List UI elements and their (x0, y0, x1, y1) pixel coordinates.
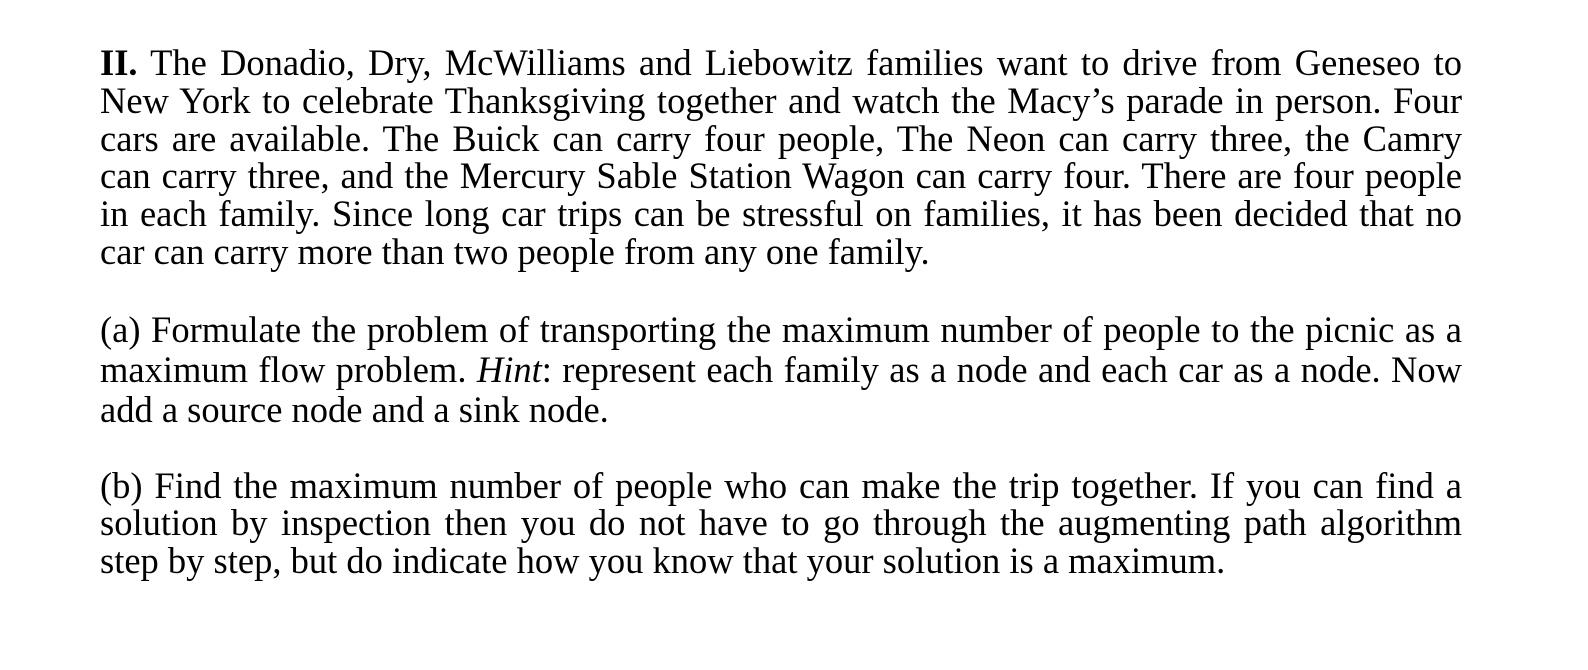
part-b-text: (b) Find the maximum number of people who can make the trip together. If you can find a solution by inspection then you do not have to go through the augmenting path algorithm step by step, but do indicate how you know that your solution is a maximum. (100, 464, 1462, 581)
problem-text: The Donadio, Dry, McWilliams and Liebowitz families want to drive from Geneseo to New York to celebrate Thanksgiving together and watch the Macy’s parade in person. Four cars are available. The Buick can carry four people, The Neon can carry three, the Camry can carry three, and the Mercury Sable Station Wagon can carry four. There are four people in each family. Since long car trips can be stressful on families, it has been decided that no car can carry more than two people from any one family. (100, 42, 1462, 272)
part-a-text: (a) Formulate the problem of transporting the maximum number of people to the picnic as a maximum flow problem. (100, 308, 1462, 390)
hint-label: Hint (476, 348, 542, 390)
problem-statement (100, 44, 1462, 271)
problem-number: II. (100, 42, 138, 83)
part-b (100, 464, 1462, 581)
part-a-hint-text: : represent each family as a node and each car as a node. Now add a source node and a sink node. (100, 348, 1463, 430)
part-a (100, 310, 1462, 430)
document-body (100, 44, 1462, 579)
